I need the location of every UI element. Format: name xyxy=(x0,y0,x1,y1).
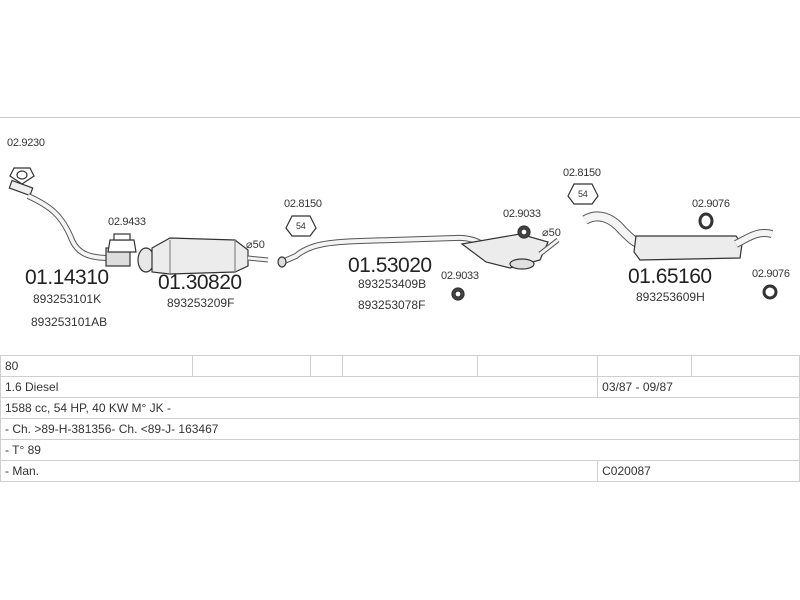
ring-02-9076-a[interactable] xyxy=(700,214,712,228)
oem-number: 893253101AB xyxy=(31,315,108,329)
engine-cell: 1.6 Diesel xyxy=(1,377,598,398)
part-number[interactable]: 01.65160 xyxy=(628,265,712,288)
gasket-size-label: 54 xyxy=(296,221,306,231)
clamp-02-9433[interactable] xyxy=(108,234,136,252)
table-row xyxy=(1,356,800,377)
code-cell: C020087 xyxy=(598,461,800,482)
accessory-label: 02.8150 xyxy=(563,167,601,179)
oem-number: 893253101K xyxy=(33,292,102,306)
table-row xyxy=(1,377,800,398)
vehicle-info-table xyxy=(0,355,800,482)
transmission-cell: - Man. xyxy=(1,461,598,482)
table-row xyxy=(1,440,800,461)
part-number[interactable]: 01.14310 xyxy=(25,266,109,289)
type-cell: - T° 89 xyxy=(1,440,800,461)
pipe-diameter-label: ⌀50 xyxy=(246,239,265,251)
model-cell: 80 xyxy=(1,356,193,377)
pipe-diameter-label: ⌀50 xyxy=(542,227,561,239)
accessory-label: 02.9076 xyxy=(752,268,790,280)
exhaust-system-diagram xyxy=(0,120,800,360)
ring-02-9076-b[interactable] xyxy=(764,286,776,298)
accessory-label: 02.9033 xyxy=(441,270,479,282)
part-number[interactable]: 01.53020 xyxy=(348,254,432,277)
accessory-label: 02.9433 xyxy=(108,216,146,228)
accessory-label: 02.9076 xyxy=(692,198,730,210)
table-row xyxy=(1,461,800,482)
oem-number: 893253409B xyxy=(358,277,427,291)
chassis-cell: - Ch. >89-H-381356- Ch. <89-J- 163467 xyxy=(1,419,800,440)
table-row xyxy=(1,419,800,440)
date-range-cell: 03/87 - 09/87 xyxy=(598,377,800,398)
exhaust-drawing xyxy=(0,120,800,360)
ring-02-9033-a[interactable] xyxy=(518,226,530,238)
rear-silencer[interactable] xyxy=(585,216,772,260)
engine-spec-cell: 1588 cc, 54 HP, 40 KW M° JK - xyxy=(1,398,800,419)
accessory-label: 02.8150 xyxy=(284,198,322,210)
ring-02-9033-b[interactable] xyxy=(452,288,464,300)
accessory-label: 02.9033 xyxy=(503,208,541,220)
table-row xyxy=(1,398,800,419)
gasket-size-label: 54 xyxy=(578,189,588,199)
part-number[interactable]: 01.30820 xyxy=(158,271,242,294)
oem-number: 893253609H xyxy=(636,290,705,304)
oem-number: 893253078F xyxy=(358,298,426,312)
oem-number: 893253209F xyxy=(167,296,235,310)
top-divider xyxy=(0,117,800,118)
accessory-label: 02.9230 xyxy=(7,137,45,149)
